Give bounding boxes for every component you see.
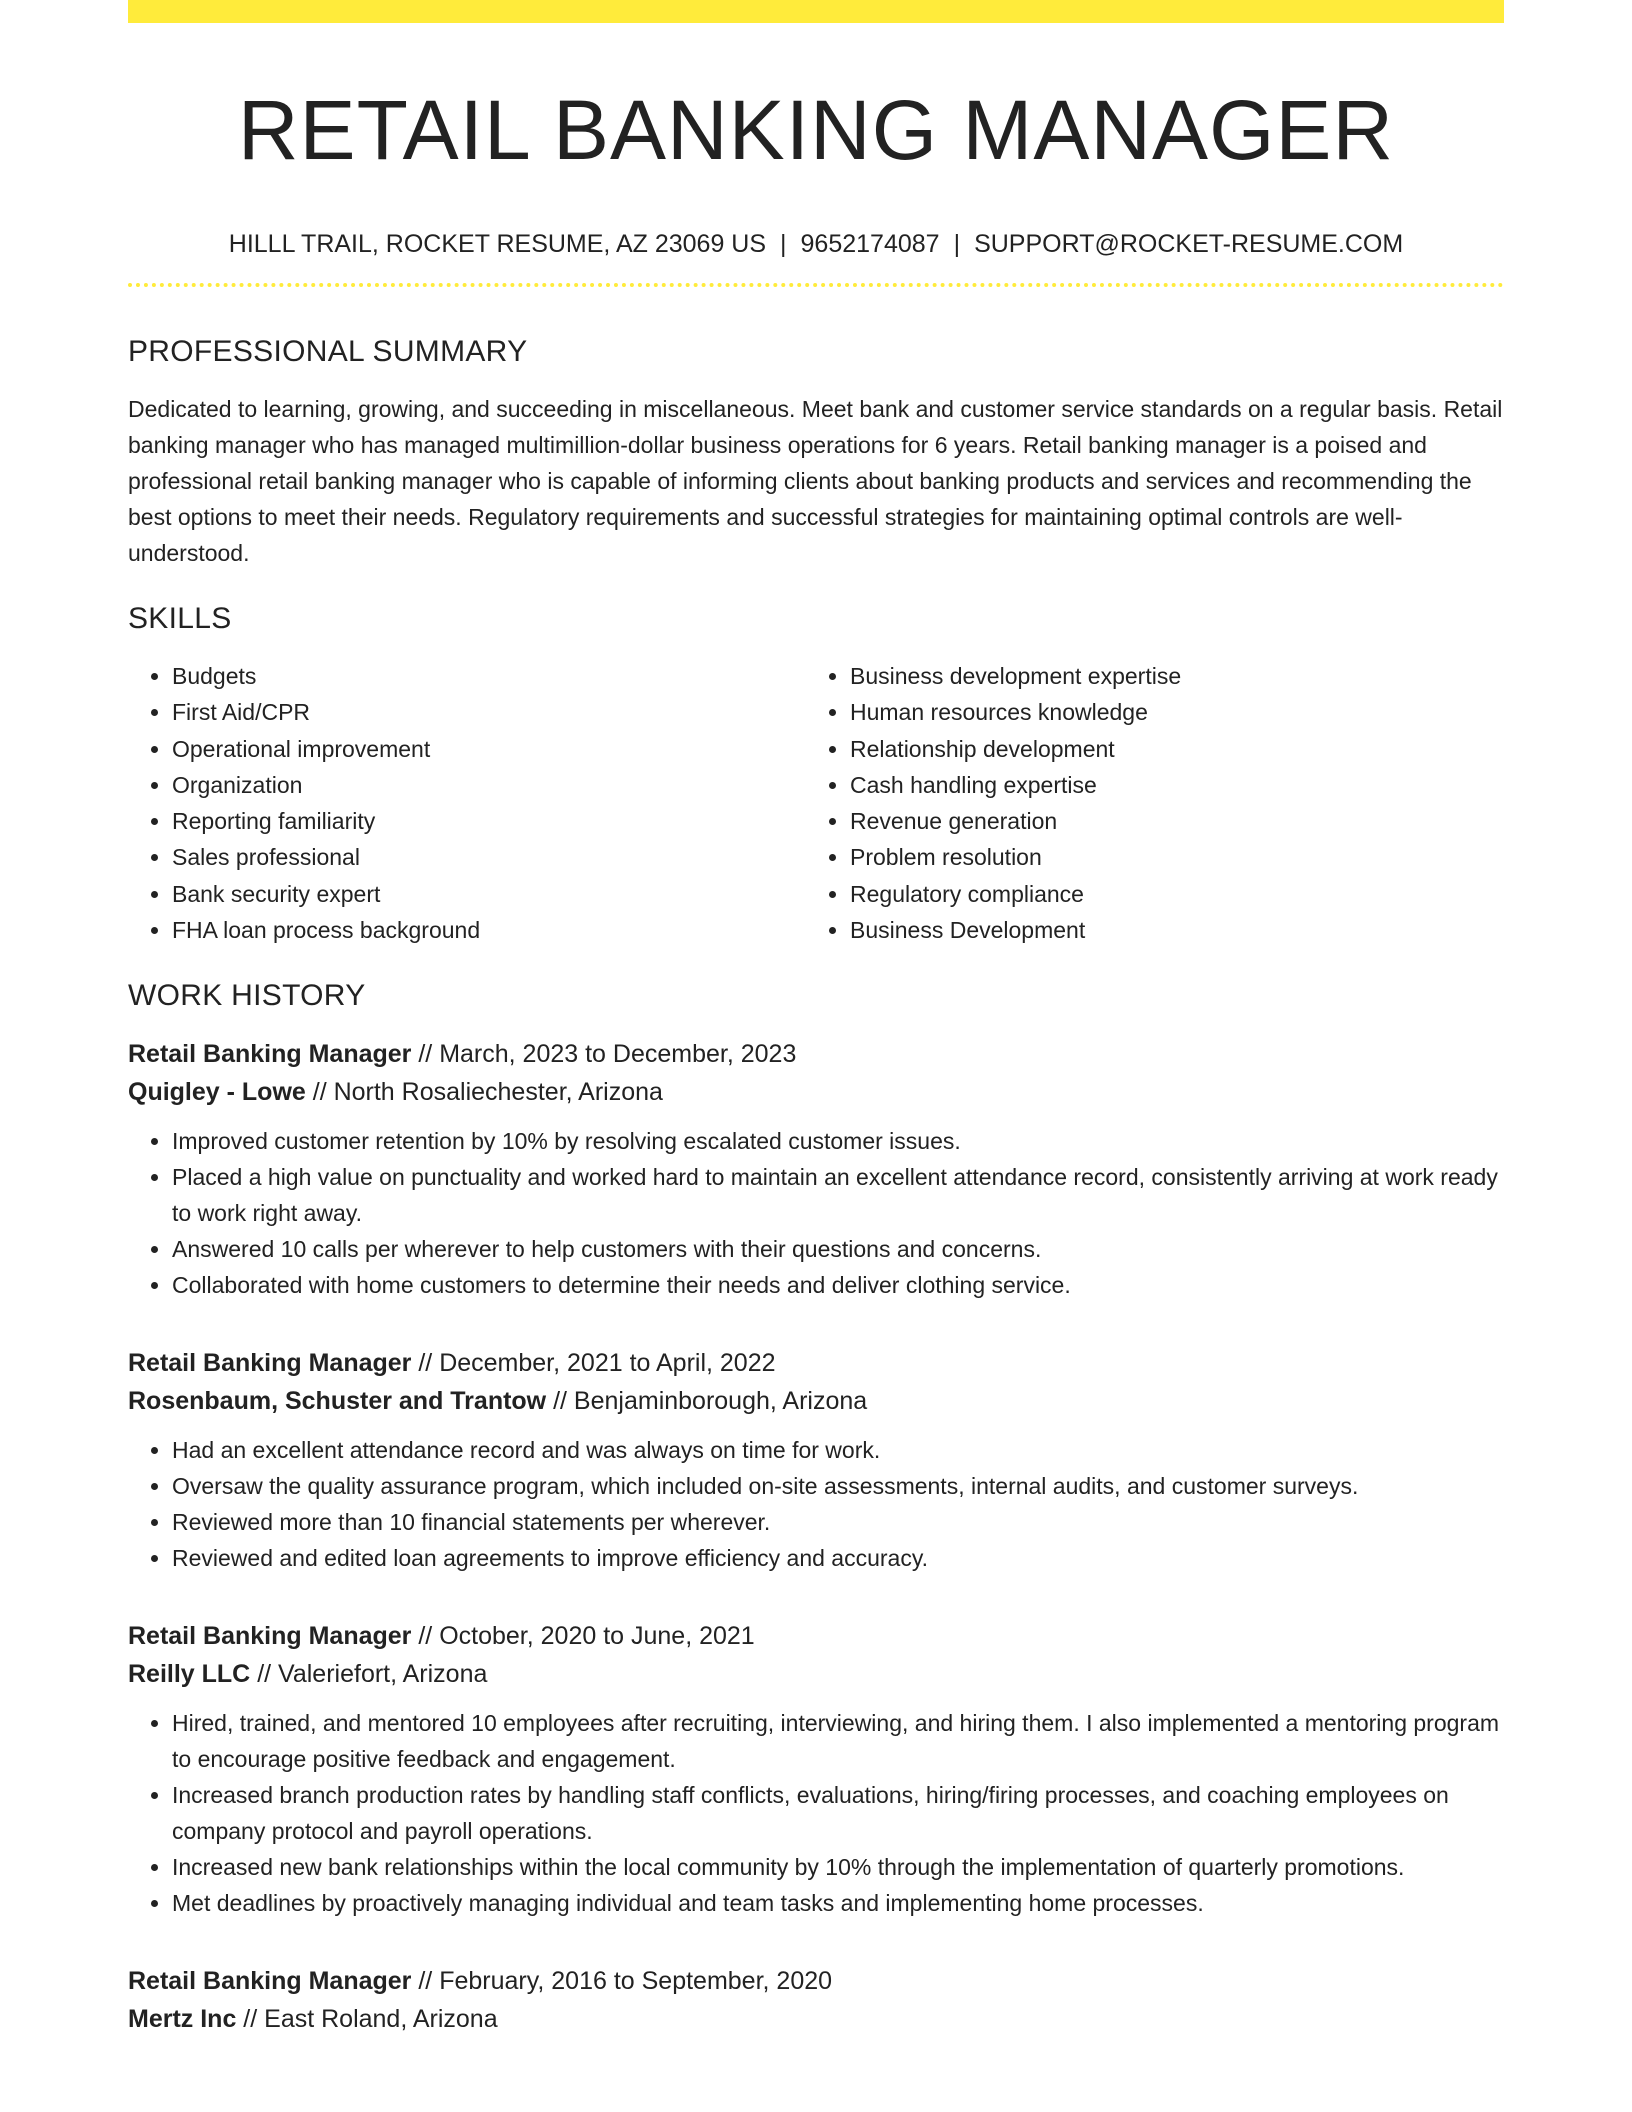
job-bullet: • Hired, trained, and mentored 10 employees after recruiting, interviewing, and hiring them. I also implemented a mentoring program to encourage positive feedback and engagement. (172, 1705, 1504, 1777)
job-company: Rosenbaum, Schuster and Trantow (128, 1387, 547, 1416)
contact-email: SUPPORT@ROCKET-RESUME.COM (974, 230, 1404, 258)
contact-line (128, 228, 1504, 260)
skill-item: • Budgets (172, 658, 806, 694)
job-bullet: • Increased branch production rates by handling staff conflicts, evaluations, hiring/firing processes, and coaching employees on company protocol and payroll operations. (172, 1777, 1504, 1849)
skills-column-right (806, 658, 1484, 948)
contact-separator: | (780, 230, 787, 258)
skill-item: • Revenue generation (850, 803, 1484, 839)
job-location: // Benjaminborough, Arizona (546, 1387, 868, 1416)
skills-list (128, 658, 1504, 948)
job-bullet: • Had an excellent attendance record and was always on time for work. (172, 1432, 1504, 1468)
contact-separator: | (953, 230, 961, 258)
job-entry (128, 1962, 1504, 2038)
skill-item: • Problem resolution (850, 839, 1484, 875)
resume-title: RETAIL BANKING MANAGER (237, 83, 1395, 177)
job-bullet: • Collaborated with home customers to determine their needs and deliver clothing service. (172, 1267, 1504, 1303)
job-bullet: • Reviewed and edited loan agreements to improve efficiency and accuracy. (172, 1540, 1504, 1576)
job-title: Retail Banking Manager (128, 1967, 412, 1996)
job-location: // Valeriefort, Arizona (250, 1660, 488, 1689)
job-title-line (128, 1344, 1504, 1382)
job-bullets (128, 1705, 1504, 1921)
job-title-line (128, 1035, 1504, 1073)
job-entry (128, 1617, 1504, 1921)
job-dates: // December, 2021 to April, 2022 (411, 1349, 776, 1378)
summary-heading: PROFESSIONAL SUMMARY (128, 335, 528, 368)
job-bullet: • Placed a high value on punctuality and worked hard to maintain an excellent attendance record, consistently arriving at work ready to work right away. (172, 1159, 1504, 1231)
skills-column-left (128, 658, 806, 948)
job-dates: // October, 2020 to June, 2021 (411, 1622, 755, 1651)
job-company-line (128, 1655, 1504, 1693)
skill-item: • Relationship development (850, 731, 1484, 767)
skills-heading: SKILLS (128, 602, 232, 635)
skill-item: • First Aid/CPR (172, 694, 806, 730)
job-dates: // March, 2023 to December, 2023 (411, 1040, 797, 1069)
job-title-line (128, 1962, 1504, 2000)
job-bullet: • Reviewed more than 10 financial statements per wherever. (172, 1504, 1504, 1540)
skill-item: • Business development expertise (850, 658, 1484, 694)
job-bullet: • Answered 10 calls per wherever to help customers with their questions and concerns. (172, 1231, 1504, 1267)
job-entry (128, 1035, 1504, 1303)
skill-item: • Human resources knowledge (850, 694, 1484, 730)
skill-item: • Bank security expert (172, 876, 806, 912)
job-company: Quigley - Lowe (128, 1078, 306, 1107)
skill-item: • Reporting familiarity (172, 803, 806, 839)
job-bullet: • Met deadlines by proactively managing individual and team tasks and implementing home processes. (172, 1885, 1504, 1921)
job-entry (128, 1344, 1504, 1576)
skill-item: • Organization (172, 767, 806, 803)
job-dates: // February, 2016 to September, 2020 (411, 1967, 833, 1996)
job-bullets (128, 1123, 1504, 1303)
contact-phone: 9652174087 (800, 230, 940, 258)
work-history-list (128, 1035, 1504, 2038)
job-company-line (128, 1073, 1504, 1111)
job-company: Reilly LLC (128, 1660, 251, 1689)
skill-item: • Operational improvement (172, 731, 806, 767)
contact-address: HILLL TRAIL, ROCKET RESUME, AZ 23069 US (228, 230, 767, 258)
job-location: // East Roland, Arizona (236, 2005, 498, 2034)
resume-page (128, 0, 1504, 2038)
skill-item: • Cash handling expertise (850, 767, 1484, 803)
job-company-line (128, 2000, 1504, 2038)
job-company: Mertz Inc (128, 2005, 237, 2034)
job-title: Retail Banking Manager (128, 1622, 412, 1651)
job-bullet: • Increased new bank relationships within the local community by 10% through the implementation of quarterly promotions. (172, 1849, 1504, 1885)
work-history-heading: WORK HISTORY (128, 979, 366, 1013)
skill-item: • FHA loan process background (172, 912, 806, 948)
job-title-line (128, 1617, 1504, 1655)
job-company-line (128, 1382, 1504, 1420)
job-location: // North Rosaliechester, Arizona (305, 1078, 663, 1107)
skill-item: • Business Development (850, 912, 1484, 948)
job-bullets (128, 1432, 1504, 1576)
job-bullet: • Oversaw the quality assurance program, which included on-site assessments, internal audits, and customer surveys. (172, 1468, 1504, 1504)
skill-item: • Sales professional (172, 839, 806, 875)
summary-text: Dedicated to learning, growing, and succeeding in miscellaneous. Meet bank and customer service standards on a regular basis. Retail banking manager who has managed multimillion-dollar business operations for 6 years. Retail banking manager is a poised and professional retail banking manager who is capable of informing clients about banking products and services and recommending the best options to meet their needs. Regulatory requirements and successful strategies for maintaining optimal controls are well-understood. (128, 396, 1503, 566)
skill-item: • Regulatory compliance (850, 876, 1484, 912)
job-bullet: • Improved customer retention by 10% by resolving escalated customer issues. (172, 1123, 1504, 1159)
job-title: Retail Banking Manager (128, 1040, 412, 1069)
job-title: Retail Banking Manager (128, 1349, 412, 1378)
dotted-divider (128, 283, 1504, 287)
